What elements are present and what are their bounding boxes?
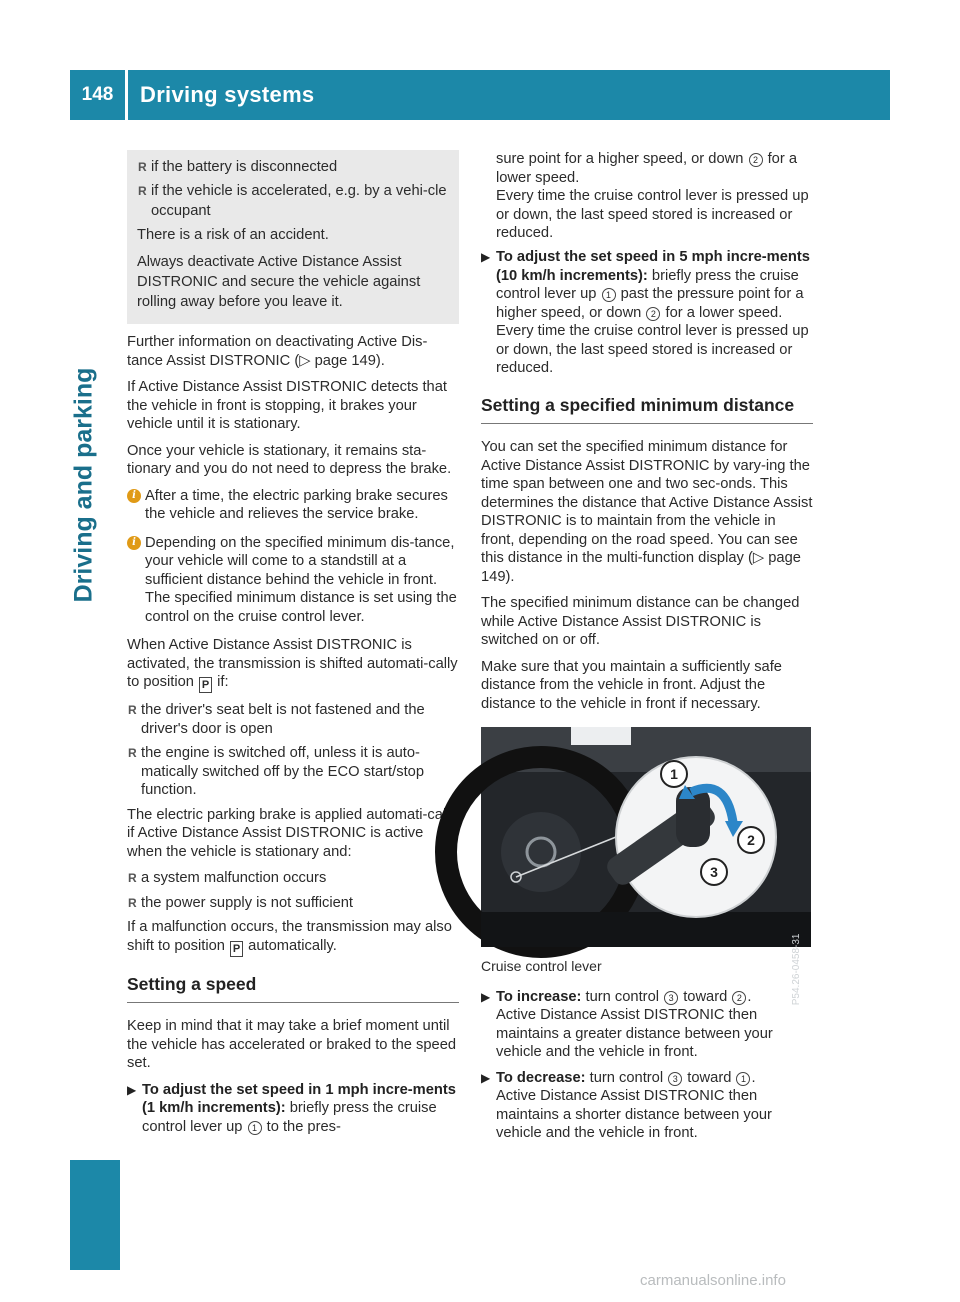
cockpit-illustration xyxy=(481,727,811,947)
figure-callout-3: 3 xyxy=(710,864,718,880)
step-arrow-icon: ▶ xyxy=(127,1082,137,1097)
figure-callout-1: 1 xyxy=(670,766,678,782)
paragraph: Once your vehicle is stationary, it remains sta-tionary and you do not need to depress the brake. xyxy=(127,442,452,477)
callout-2-icon: 2 xyxy=(646,307,660,321)
callout-3-icon: 3 xyxy=(668,1072,682,1086)
instruction-step: ▶ To increase: turn control 3 toward 2 . Active Distance Assist DISTRONIC then maintains a greater distance between your vehicle and the vehicle in front. xyxy=(481,988,773,1060)
callout-3-icon: 3 xyxy=(664,991,678,1005)
bullet-icon: R xyxy=(128,895,137,910)
list-item: R the power supply is not sufficient xyxy=(128,894,354,911)
paragraph: Every time the cruise control lever is pressed up or down, the last speed stored is increased or reduced. xyxy=(496,188,809,241)
bullet-icon: R xyxy=(138,184,147,198)
paragraph: Keep in mind that it may take a brief moment until the vehicle has accelerated or braked to the speed set. xyxy=(127,1018,457,1071)
info-icon: i xyxy=(127,536,141,550)
warning-box xyxy=(127,150,459,324)
section-title: Driving systems xyxy=(140,82,315,107)
list-item: R a system malfunction occurs xyxy=(128,870,327,886)
figure-caption: Cruise control lever xyxy=(481,958,602,974)
paragraph: You can set the specified minimum distance for Active Distance Assist DISTRONIC by vary-ing the time span between one and two sec-onds. This determines the distance that Active Distance Assist DISTRONIC is to maintain from the vehicle in front, depending on the road speed. You can see this distance in the multi-function display (▷ page 149). xyxy=(481,439,813,585)
instruction-step: ▶ To adjust the set speed in 5 mph incre-ments (10 km/h increments): briefly press the cruise control lever up 1 past the pressure point for a higher speed, or down 2 for a lower speed. Every time the cruise control lever is pressed up or down, the last speed stored is increased or reduced. xyxy=(481,249,810,376)
warning-action: Always deactivate Active Distance Assist DISTRONIC and secure the vehicle against rolling away before you leave it. xyxy=(137,254,421,310)
info-note: i Depending on the specified minimum dis-tance, your vehicle will come to a standstill at a sufficient distance behind the vehicle in front. The specified minimum distance is set using the control on the cruise control lever. xyxy=(127,534,459,627)
left-column xyxy=(127,150,459,1143)
callout-2-icon: 2 xyxy=(749,153,763,167)
page-number: 148 xyxy=(81,84,114,105)
list-item: R if the battery is disconnected xyxy=(138,159,338,175)
bullet-icon: R xyxy=(138,160,147,174)
paragraph: The electric parking brake is applied automati-cally if Active Distance Assist DISTRONIC is active when the vehicle is stationary and: xyxy=(127,806,457,860)
list-item: R the engine is switched off, unless it is auto-matically switched off by the ECO start/stop function. xyxy=(128,745,424,798)
warning-risk: There is a risk of an accident. xyxy=(137,227,329,243)
heading-setting-speed: Setting a speed xyxy=(127,971,459,1004)
page-reference-link[interactable]: page 149 xyxy=(481,550,801,585)
paragraph: Make sure that you maintain a sufficiently safe distance from the vehicle in front. Adjust the distance to the vehicle in front if necessary. xyxy=(481,658,782,712)
info-icon: i xyxy=(127,489,141,503)
chapter-side-label: Driving and parking xyxy=(69,367,98,603)
instruction-step: ▶ To adjust the set speed in 1 mph incre-ments (1 km/h increments): briefly press the cruise control lever up 1 to the pres- xyxy=(127,1081,456,1135)
page-ref-icon: ▷ xyxy=(752,550,765,566)
callout-1-icon: 1 xyxy=(602,288,616,302)
step-arrow-icon: ▶ xyxy=(481,1070,491,1085)
chapter-tab xyxy=(70,1160,120,1270)
bullet-icon: R xyxy=(128,746,137,760)
bullet-icon: R xyxy=(128,703,137,717)
paragraph: Further information on deactivating Active Dis-tance Assist DISTRONIC (▷ page 149). xyxy=(127,334,428,369)
step-arrow-icon: ▶ xyxy=(481,989,491,1004)
park-position-icon: P xyxy=(230,941,243,957)
paragraph: When Active Distance Assist DISTRONIC is activated, the transmission is shifted automati-cally to position P if: xyxy=(127,637,458,691)
heading-minimum-distance: Setting a specified minimum distance xyxy=(481,392,813,425)
callout-2-icon: 2 xyxy=(732,991,746,1005)
figure-id: P54.26-0458-31 xyxy=(791,933,803,1005)
paragraph: The specified minimum distance can be changed while Active Distance Assist DISTRONIC is switched on or off. xyxy=(481,595,800,648)
list-item: R if the vehicle is accelerated, e.g. by a vehi-cle occupant xyxy=(138,183,447,219)
watermark: carmanualsonline.info xyxy=(640,1272,786,1289)
callout-1-icon: 1 xyxy=(248,1121,262,1135)
callout-1-icon: 1 xyxy=(736,1072,750,1086)
header-divider xyxy=(125,70,128,120)
right-column xyxy=(496,150,812,251)
paragraph: sure point for a higher speed, or down 2 for a lower speed. xyxy=(496,151,797,186)
page-ref-icon: ▷ xyxy=(299,352,311,369)
step-arrow-icon: ▶ xyxy=(481,250,491,264)
paragraph: If a malfunction occurs, the transmission may also shift to position P automatically. xyxy=(127,919,452,955)
page-reference-link[interactable]: page 149 xyxy=(314,352,376,369)
info-note: i After a time, the electric parking brake secures the vehicle and relieves the service brake. xyxy=(127,487,459,524)
instruction-step: ▶ To decrease: turn control 3 toward 1 . Active Distance Assist DISTRONIC then maintains a shorter distance between your vehicle and the vehicle in front. xyxy=(481,1069,772,1141)
figure-callout-2: 2 xyxy=(747,832,755,848)
park-position-icon: P xyxy=(199,677,212,693)
list-item: R the driver's seat belt is not fastened and the driver's door is open xyxy=(128,702,425,737)
paragraph: If Active Distance Assist DISTRONIC detects that the vehicle in front is stopping, it brakes your vehicle until it is stationary. xyxy=(127,379,447,432)
bullet-icon: R xyxy=(128,871,137,885)
right-column-lower xyxy=(481,248,813,1150)
